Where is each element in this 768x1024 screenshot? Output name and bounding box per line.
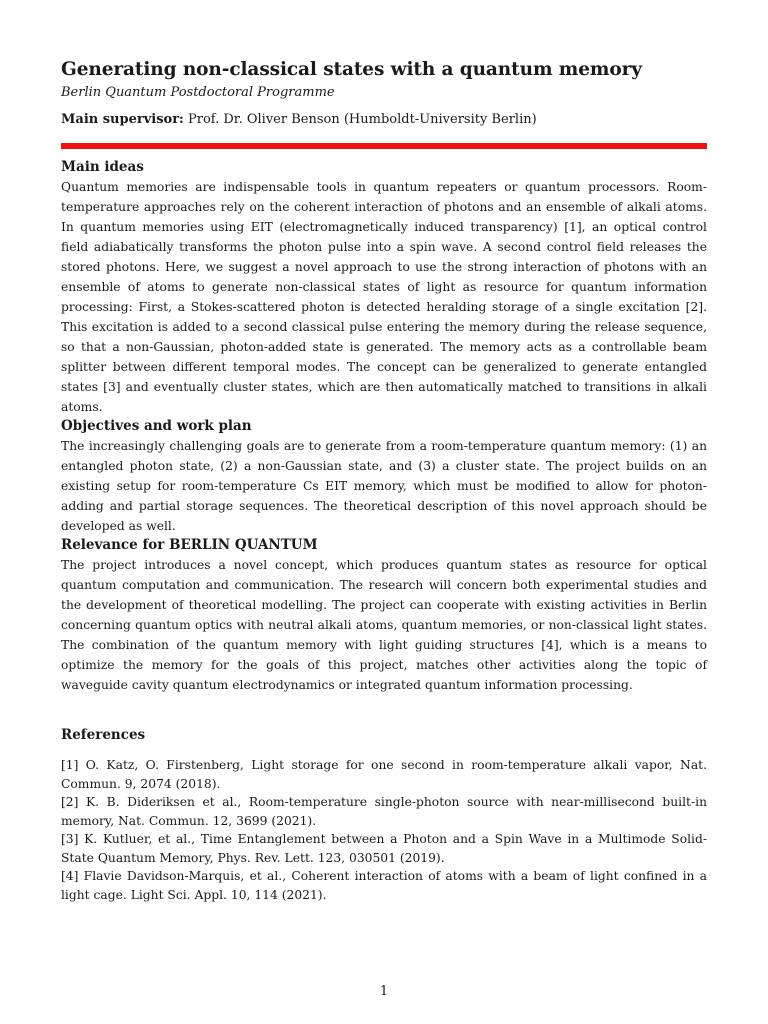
section-objectives xyxy=(61,417,707,536)
section-heading: Relevance for BERLIN QUANTUM xyxy=(61,537,318,553)
section-body: Quantum memories are indispensable tools in quantum repeaters or quantum processors. Room-temperature approaches rely on the coherent interaction of photons and an ensemble of alkali atoms. In quantum memories using EIT (electromagnetically induced transparency) [1], an optical control field adiabatically transforms the photon pulse into a spin wave. A second control field releases the stored photons. Here, we suggest a novel approach to use the strong interaction of photons with an ensemble of atoms to generate non-classical states of light as resource for quantum information processing: First, a Stokes-scattered photon is detected heralding storage of a single excitation [2]. This excitation is added to a second classical pulse entering the memory during the release sequence, so that a non-Gaussian, photon-added state is generated. The memory acts as a controllable beam splitter between different temporal modes. The concept can be generalized to generate entangled states [3] and eventually cluster states, which are then automatically matched to transitions in alkali atoms. xyxy=(61,180,707,414)
page-number: 1 xyxy=(379,984,389,999)
section-heading: Main ideas xyxy=(61,159,144,175)
section-body: The increasingly challenging goals are to generate from a room-temperature quantum memory: (1) an entangled photon state, (2) a non-Gaussian state, and (3) a cluster state. The project builds on an existing setup for room-temperature Cs EIT memory, which must be modified to allow for photon-adding and partial storage sequences. The theoretical description of this novel approach should be developed as well. xyxy=(61,439,707,533)
reference-item: [1] O. Katz, O. Firstenberg, Light storage for one second in room-temperature alkali vapor, Nat. Commun. 9, 2074 (2018). xyxy=(61,758,707,791)
red-divider xyxy=(61,143,707,149)
section-relevance xyxy=(61,536,707,695)
references-heading: References xyxy=(61,727,146,743)
reference-item: [2] K. B. Dideriksen et al., Room-temperature single-photon source with near-millisecond built-in memory, Nat. Commun. 12, 3699 (2021). xyxy=(61,795,707,828)
document-title: Generating non-classical states with a quantum memory xyxy=(61,59,642,80)
supervisor-label: Main supervisor: xyxy=(61,112,184,127)
reference-item: [4] Flavie Davidson-Marquis, et al., Coherent interaction of atoms with a beam of light confined in a light cage. Light Sci. Appl. 10, 114 (2021). xyxy=(61,869,707,902)
section-main-ideas xyxy=(61,158,707,417)
section-body: The project introduces a novel concept, which produces quantum states as resource for optical quantum computation and communication. The research will concern both experimental studies and the development of theoretical modelling. The project can cooperate with existing activities in Berlin concerning quantum optics with neutral alkali atoms, quantum memories, or non-classical light states. The combination of the quantum memory with light guiding structures [4], which is a means to optimize the memory for the goals of this project, matches other activities along the topic of waveguide cavity quantum electrodynamics or integrated quantum information processing. xyxy=(61,558,707,692)
reference-item: [3] K. Kutluer, et al., Time Entanglement between a Photon and a Spin Wave in a Multimode Solid-State Quantum Memory, Phys. Rev. Lett. 123, 030501 (2019). xyxy=(61,832,707,865)
references-list xyxy=(61,756,707,904)
section-heading: Objectives and work plan xyxy=(61,418,252,434)
supervisor-line xyxy=(61,111,707,129)
document-subtitle: Berlin Quantum Postdoctoral Programme xyxy=(61,85,335,100)
supervisor-name: Prof. Dr. Oliver Benson (Humboldt-University Berlin) xyxy=(187,112,537,127)
document-page xyxy=(61,58,707,904)
